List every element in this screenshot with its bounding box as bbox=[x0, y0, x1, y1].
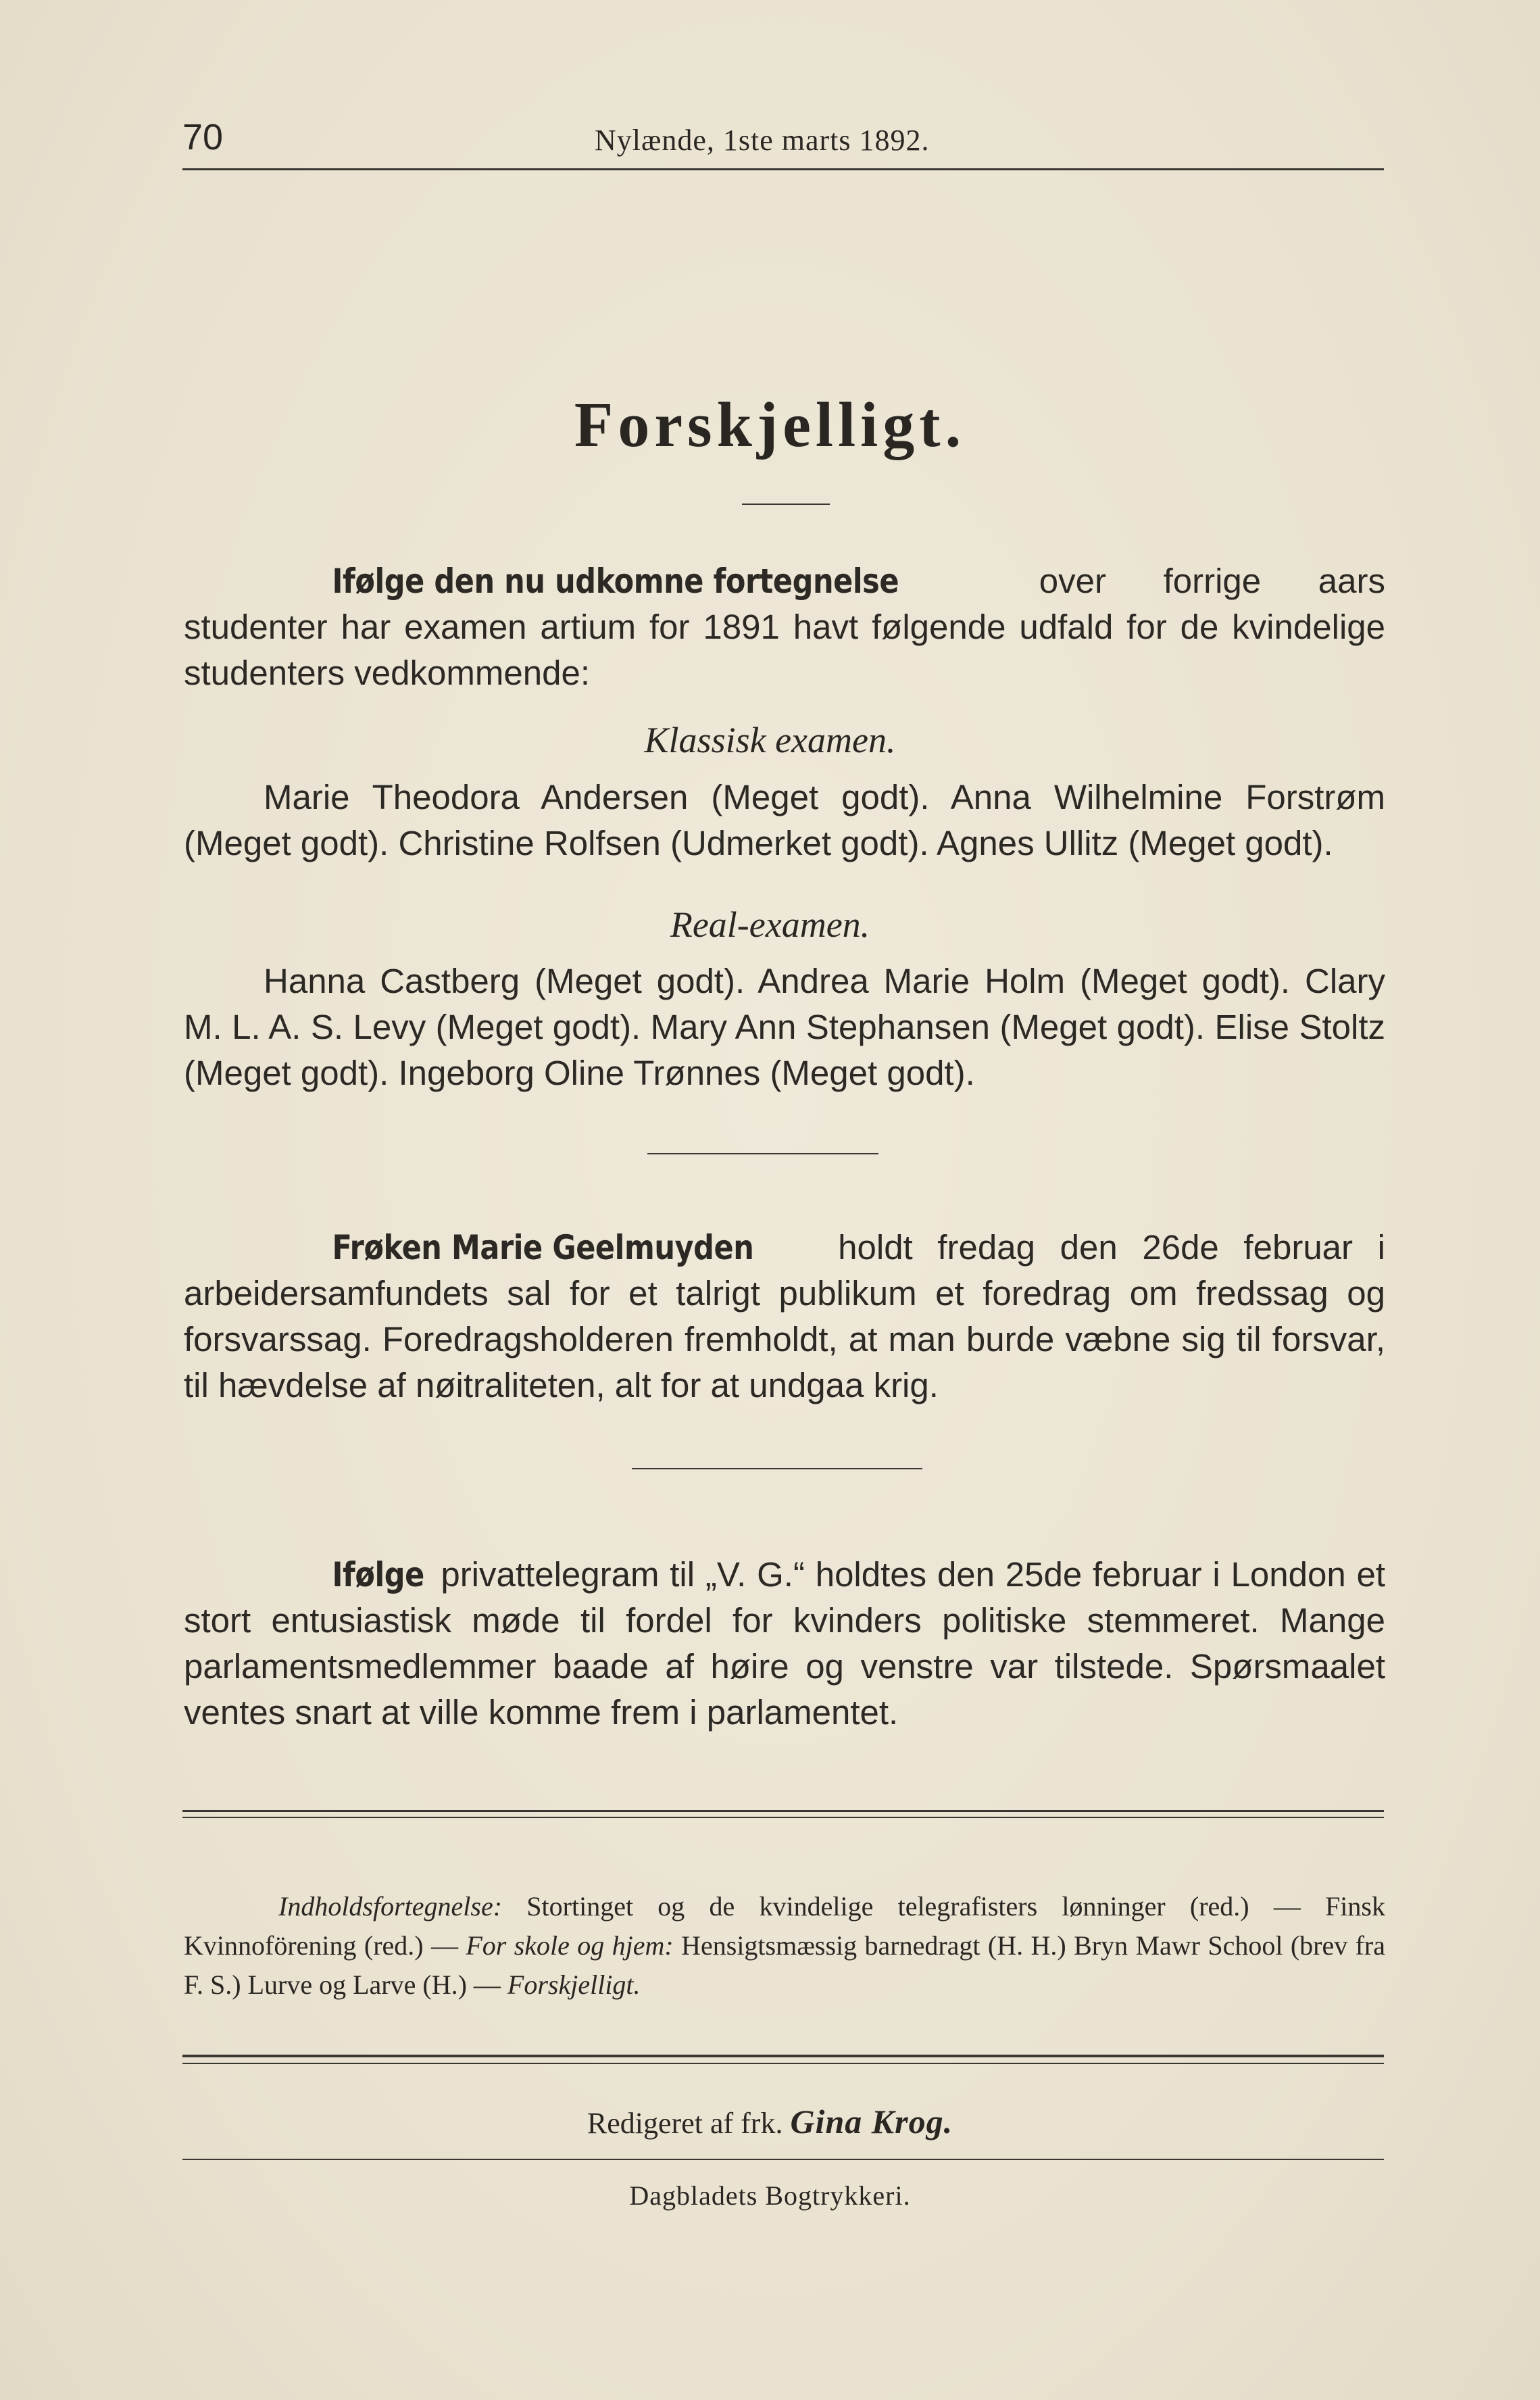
article-3-lead: Ifølge bbox=[332, 1555, 424, 1594]
toc-rule-bottom-2 bbox=[182, 2063, 1384, 2064]
article-1-subhead-classical: Klassisk examen. bbox=[644, 720, 896, 760]
page-number: 70 bbox=[182, 117, 224, 157]
article-1-subhead-real: Real-examen. bbox=[670, 904, 870, 945]
toc-rule-top-1 bbox=[182, 1810, 1384, 1812]
toc-rule-top-2 bbox=[182, 1817, 1384, 1818]
table-of-contents bbox=[184, 1887, 1385, 2005]
running-title: Nylænde, 1ste marts 1892. bbox=[595, 124, 930, 157]
article-1-text: over forrige aars studenter har examen artium for 1891 havt følgende udfald for de kvindelige studenters vedkommende: bbox=[184, 562, 1385, 692]
article-3-text: privattelegram til „V. G.“ holdtes den 25de februar i London et stort entusiastisk møde til fordel for kvinders politiske stemmeret. Mange parlamentsmedlemmer baade af høire og venstre var tilstede. Spørsmaalet ventes snart at ville komme frem i parlamentet. bbox=[184, 1555, 1385, 1732]
header-rule bbox=[182, 168, 1384, 170]
printer-credit: Dagbladets Bogtrykkeri. bbox=[629, 2180, 911, 2211]
article-2 bbox=[184, 1225, 1385, 1409]
editor-credit bbox=[0, 2102, 1540, 2141]
footer-rule bbox=[182, 2159, 1384, 2160]
article-1-lead: Ifølge den nu udkomne fortegnelse bbox=[332, 562, 899, 601]
toc-label: Indholdsfortegnelse: bbox=[278, 1891, 503, 1921]
title-divider bbox=[742, 504, 830, 505]
toc-label-3: Forskjelligt. bbox=[507, 1969, 641, 2000]
toc-part-1: Stortinget og de kvindelige telegrafisters lønninger (red.) — Finsk Kvinnoförening (red.) — bbox=[184, 1891, 1385, 1961]
article-1-list-classical: Marie Theodora Andersen (Meget godt). Anna Wilhelmine Forstrøm (Meget godt). Christine Rolfsen (Udmerket godt). Agnes Ullitz (Meget godt). bbox=[184, 778, 1385, 862]
article-3 bbox=[184, 1552, 1385, 1736]
article-2-lead: Frøken Marie Geelmuyden bbox=[332, 1228, 754, 1267]
toc-label-2: For skole og hjem: bbox=[466, 1930, 674, 1961]
edited-by-label: Redigeret af frk. bbox=[587, 2107, 791, 2140]
editor-name: Gina Krog. bbox=[790, 2103, 953, 2140]
toc-rule-bottom-1 bbox=[182, 2055, 1384, 2057]
article-divider-2 bbox=[632, 1468, 922, 1469]
article-2-text: holdt fredag den 26de februar i arbeidersamfundets sal for et talrigt publikum et foredrag om fredssag og forsvarssag. Foredragsholderen fremholdt, at man burde væbne sig til forsvar, til hævdelse af nøitraliteten, alt for at undgaa krig. bbox=[184, 1228, 1385, 1404]
toc-part-2: Hensigtsmæssig barnedragt (H. H.) Bryn Mawr School (brev fra F. S.) Lurve og Larve (H.) — bbox=[184, 1930, 1385, 2000]
article-1-list-real: Hanna Castberg (Meget godt). Andrea Marie Holm (Meget godt). Clary M. L. A. S. Levy (Meget godt). Mary Ann Stephansen (Meget godt). Elise Stoltz (Meget godt). Ingeborg Oline Trønnes (Meget godt). bbox=[184, 962, 1385, 1092]
article-divider-1 bbox=[647, 1153, 878, 1154]
article-1-intro bbox=[184, 558, 1385, 696]
section-title: Forskjelligt. bbox=[574, 390, 966, 460]
